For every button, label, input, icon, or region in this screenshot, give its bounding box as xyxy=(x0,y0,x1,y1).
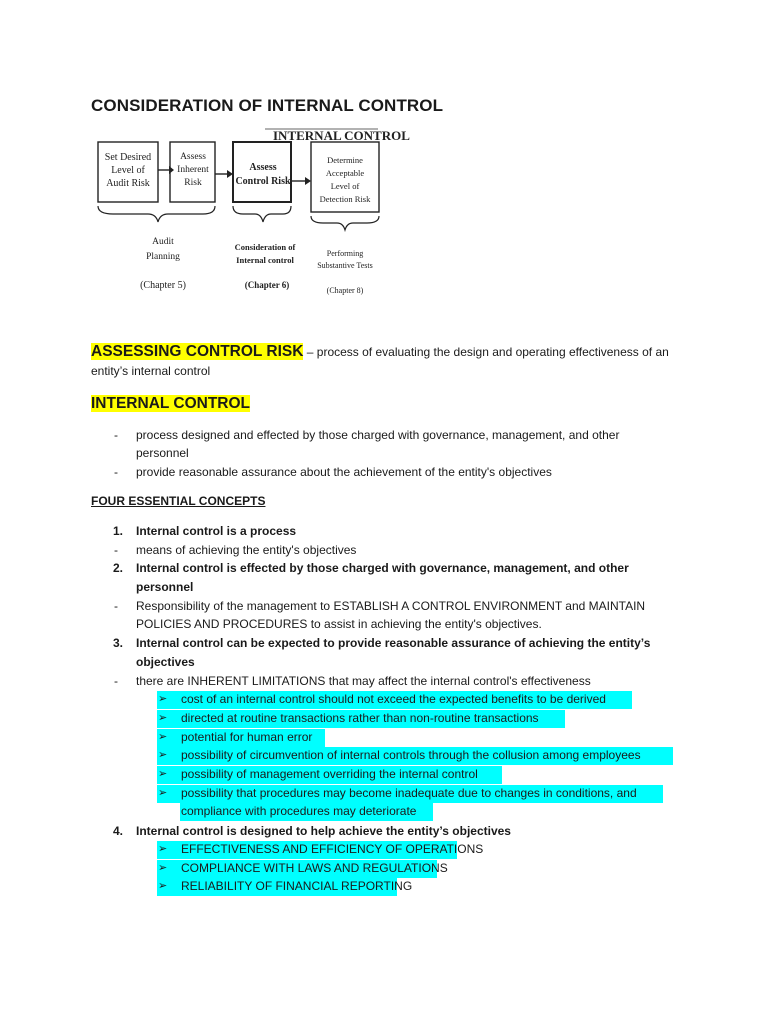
limitation-item: possibility of circumvention of internal controls through the collusion among employees xyxy=(181,748,641,762)
svg-text:Level of: Level of xyxy=(111,165,145,176)
arrow-bullet-icon: ➢ xyxy=(158,749,168,761)
svg-text:(Chapter 5): (Chapter 5) xyxy=(140,280,186,291)
ic-point-1-cont: personnel xyxy=(136,446,189,460)
audit-process-figure xyxy=(93,126,410,307)
concept-1-note: means of achieving the entity's objectives xyxy=(136,543,357,557)
concept-3-title: Internal control can be expected to provide reasonable assurance of achieving the entity’s xyxy=(136,636,651,650)
page-title: CONSIDERATION OF INTERNAL CONTROL xyxy=(91,96,444,115)
svg-text:Performing: Performing xyxy=(326,249,364,258)
limitation-item: cost of an internal control should not exceed the expected benefits to be derived xyxy=(181,692,606,706)
objective-item: COMPLIANCE WITH LAWS AND REGULATIONS xyxy=(181,861,448,875)
svg-text:Risk: Risk xyxy=(184,178,202,188)
assessing-definition xyxy=(91,342,669,362)
concept-4-number: 4. xyxy=(113,824,124,838)
concept-2-note-cont: POLICIES AND PROCEDURES to assist in achieving the entity's objectives. xyxy=(136,617,542,631)
arrow-bullet-icon: ➢ xyxy=(158,787,168,799)
svg-text:Level of: Level of xyxy=(330,181,360,191)
svg-text:Substantive Tests: Substantive Tests xyxy=(317,261,373,270)
arrow-bullet-icon: ➢ xyxy=(158,712,168,724)
figure-header: INTERNAL CONTROL xyxy=(273,128,410,143)
concept-2-title: Internal control is effected by those charged with governance, management, and other xyxy=(136,561,629,575)
svg-text:Detection Risk: Detection Risk xyxy=(319,194,371,204)
arrow-bullet-icon: ➢ xyxy=(158,693,168,705)
concept-1-number: 1. xyxy=(113,524,124,538)
arrow-bullet-icon: ➢ xyxy=(158,880,168,892)
svg-text:Acceptable: Acceptable xyxy=(325,168,365,178)
limitation-item: directed at routine transactions rather than non-routine transactions xyxy=(181,711,539,725)
audit-process-diagram xyxy=(93,126,410,302)
ic-point-1: process designed and effected by those charged with governance, management, and other xyxy=(136,428,620,442)
dash-bullet: - xyxy=(114,599,118,613)
dash-bullet: - xyxy=(114,543,118,557)
assessing-definition-cont: entity’s internal control xyxy=(91,364,211,378)
svg-text:Audit: Audit xyxy=(152,237,174,247)
svg-text:Audit Risk: Audit Risk xyxy=(106,178,150,189)
arrow-bullet-icon: ➢ xyxy=(158,862,168,874)
concept-3-title-cont: objectives xyxy=(136,655,195,669)
svg-text:Determine: Determine xyxy=(327,155,363,165)
concept-2-title-cont: personnel xyxy=(136,580,194,594)
assessing-definition-text: – process of evaluating the design and operating effectiveness of an xyxy=(303,345,669,359)
concept-3-note: there are INHERENT LIMITATIONS that may affect the internal control's effectiveness xyxy=(136,674,591,688)
limitation-item: possibility that procedures may become inadequate due to changes in conditions, and xyxy=(181,786,637,800)
brace-testing xyxy=(311,216,379,230)
brace-consideration xyxy=(233,206,291,222)
objective-item: EFFECTIVENESS AND EFFICIENCY OF OPERATIONS xyxy=(181,842,484,856)
objective-item: RELIABILITY OF FINANCIAL REPORTING xyxy=(181,879,413,893)
limitation-item: possibility of management overriding the internal control xyxy=(181,767,478,781)
dash-bullet: - xyxy=(114,674,118,688)
concept-2-note: Responsibility of the management to ESTABLISH A CONTROL ENVIRONMENT and MAINTAIN xyxy=(136,599,646,613)
dash-bullet: - xyxy=(114,465,118,479)
svg-text:Planning: Planning xyxy=(146,252,180,262)
concept-2-number: 2. xyxy=(113,561,124,575)
svg-text:Internal control: Internal control xyxy=(236,255,294,265)
concept-3-number: 3. xyxy=(113,636,124,650)
assessing-term: ASSESSING CONTROL RISK xyxy=(91,343,304,360)
svg-text:Set Desired: Set Desired xyxy=(104,152,152,163)
svg-text:Inherent: Inherent xyxy=(177,165,209,175)
concept-1-title: Internal control is a process xyxy=(136,524,297,538)
ic-point-2: provide reasonable assurance about the achievement of the entity's objectives xyxy=(136,465,552,479)
arrow-bullet-icon: ➢ xyxy=(158,843,168,855)
svg-text:(Chapter 6): (Chapter 6) xyxy=(244,280,290,290)
arrow-bullet-icon: ➢ xyxy=(158,768,168,780)
arrow-bullet-icon: ➢ xyxy=(158,731,168,743)
limitation-item-cont: compliance with procedures may deteriorate xyxy=(181,804,417,818)
limitation-item: potential for human error xyxy=(181,730,313,744)
concept-4-title: Internal control is designed to help achieve the entity’s objectives xyxy=(136,824,511,838)
svg-text:Consideration of: Consideration of xyxy=(234,242,296,252)
svg-text:(Chapter 8): (Chapter 8) xyxy=(326,286,364,295)
svg-text:Control Risk: Control Risk xyxy=(235,176,291,187)
concepts-heading: FOUR ESSENTIAL CONCEPTS xyxy=(91,494,266,508)
svg-text:Assess: Assess xyxy=(180,152,206,162)
svg-text:Assess: Assess xyxy=(249,162,277,173)
internal-control-heading: INTERNAL CONTROL xyxy=(91,395,251,412)
brace-planning xyxy=(98,206,215,222)
dash-bullet: - xyxy=(114,428,118,442)
